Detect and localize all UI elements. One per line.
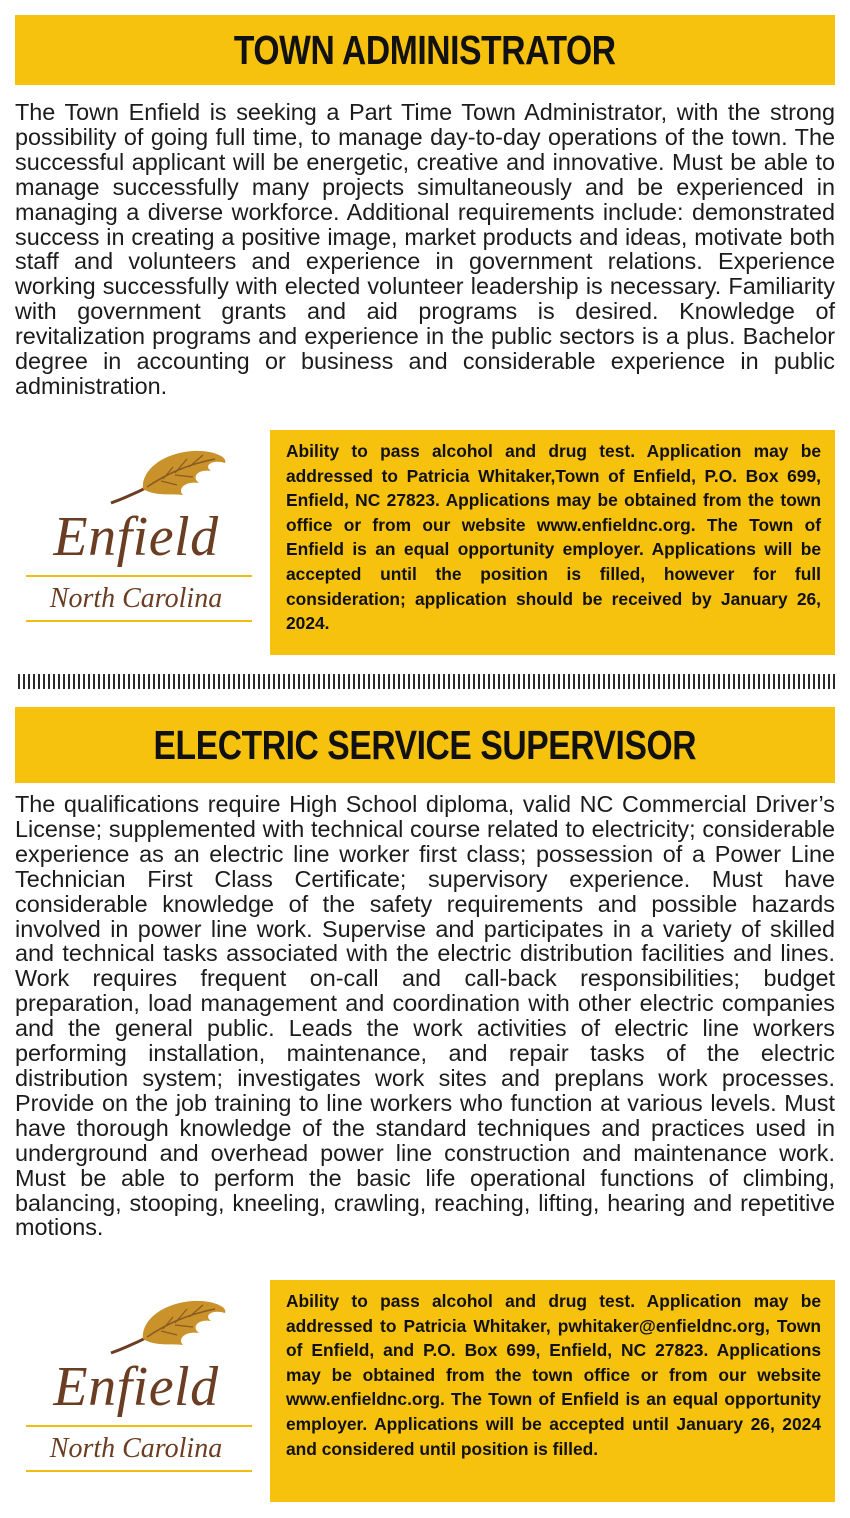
leaf-icon	[103, 1295, 243, 1365]
town-administrator-application-box: Ability to pass alcohol and drug test. Application may be addressed to Patricia Whitaker,Town of Enfield, P.O. Box 699, Enfield, NC 27823. Applications may be obtained from the town office or from our website www.enfieldnc.org. The Town of Enfield is an equal opportunity employer. Applications will be accepted until the position is filled, however for full consideration; application should be received by January 26, 2024.	[270, 430, 835, 655]
logo-wordmark: Enfield	[53, 506, 219, 568]
town-administrator-title: TOWN ADMINISTRATOR	[234, 26, 616, 73]
logo-rule-bottom	[26, 1470, 252, 1472]
logo-rule-top	[26, 1425, 252, 1427]
electric-supervisor-banner	[15, 707, 835, 783]
town-administrator-banner	[15, 15, 835, 85]
electric-supervisor-description: The qualifications require High School diploma, valid NC Commercial Driver’s License; supplemented with technical course related to electricity; considerable experience as an electric line worker first class; possession of a Power Line Technician First Class Certificate; supervisory experience. Must have considerable knowledge of the safety requirements and possible hazards involved in power line work. Supervise and participates in a variety of skilled and technical tasks associated with the electric distribution facilities and lines. Work requires frequent on-call and call-back responsibilities; budget preparation, load management and coordination with other electric companies and the general public. Leads the work activities of electric line workers performing installation, maintenance, and repair tasks of the electric distribution system; investigates work sites and preplans work processes. Provide on the job training to line workers who function at various levels. Must have thorough knowledge of the standard techniques and practices used in underground and overhead power line construction and maintenance work. Must be able to perform the basic life operational functions of climbing, balancing, stooping, kneeling, crawling, reaching, lifting, hearing and repetitive motions.	[15, 791, 835, 1241]
section-divider	[18, 674, 836, 689]
logo-rule-top	[26, 575, 252, 577]
logo-rule-bottom	[26, 620, 252, 622]
logo-subtitle: North Carolina	[49, 1433, 223, 1464]
enfield-logo	[18, 1295, 258, 1485]
enfield-logo	[18, 445, 258, 635]
electric-supervisor-title: ELECTRIC SERVICE SUPERVISOR	[153, 721, 697, 768]
electric-supervisor-application-box: Ability to pass alcohol and drug test. Application may be addressed to Patricia Whitaker, pwhitaker@enfieldnc.org, Town of Enfield, and P.O. Box 699, Enfield, NC 27823. Applications may be obtained from the town office or from our website www.enfieldnc.org. The Town of Enfield is an equal opportunity employer. Applications will be accepted until January 26, 2024 and considered until position is filled.	[270, 1280, 835, 1502]
logo-wordmark: Enfield	[53, 1356, 219, 1418]
logo-subtitle: North Carolina	[49, 583, 223, 614]
leaf-icon	[103, 445, 243, 515]
town-administrator-description: The Town Enfield is seeking a Part Time Town Administrator, with the strong possibility of going full time, to manage day-to-day operations of the town. The successful applicant will be energetic, creative and innovative. Must be able to manage successfully many projects simultaneously and be experienced in managing a diverse workforce. Additional requirements include: demonstrated success in creating a positive image, market products and ideas, motivate both staff and volunteers and experience in government relations. Experience working successfully with elected volunteer leadership is necessary. Familiarity with government grants and aid programs is desired. Knowledge of revitalization programs and experience in the public sectors is a plus. Bachelor degree in accounting or business and considerable experience in public administration.	[15, 99, 835, 399]
